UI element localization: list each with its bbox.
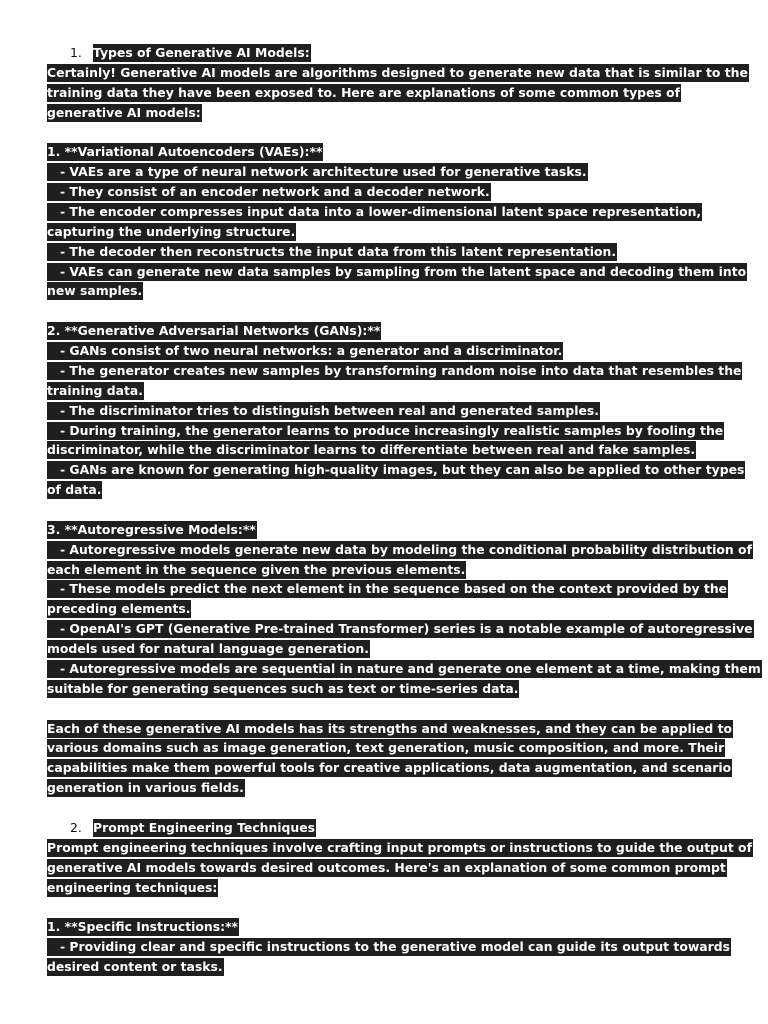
paragraph-line <box>47 719 733 739</box>
paragraph-line-text: Prompt engineering techniques involve crafting input prompts or instructions to guide the output of <box>47 839 752 855</box>
paragraph-line <box>47 103 202 123</box>
section-heading <box>93 818 316 838</box>
paragraph-line <box>47 838 753 858</box>
paragraph-line-text: Each of these generative AI models has its strengths and weaknesses, and they can be applied to <box>47 720 733 736</box>
paragraph-line <box>47 679 519 699</box>
paragraph-line <box>47 182 491 202</box>
paragraph-line <box>47 83 681 103</box>
paragraph-line <box>47 162 588 182</box>
section-number: 1. <box>70 45 82 60</box>
paragraph-line <box>47 858 727 878</box>
paragraph-line <box>47 361 742 381</box>
paragraph-line-text: - VAEs are a type of neural network architecture used for generative tasks. <box>47 164 587 180</box>
paragraph-line-text: suitable for generating sequences such as text or time-series data. <box>47 680 519 696</box>
paragraph-line-text: - The generator creates new samples by transforming random noise into data that resembles the <box>47 362 742 378</box>
paragraph-line-text: - Autoregressive models are sequential in nature and generate one element at a time, making them <box>47 660 761 676</box>
paragraph-line <box>47 957 224 977</box>
paragraph-line-text: desired content or tasks. <box>47 959 223 975</box>
paragraph-line <box>47 421 724 441</box>
paragraph-line <box>47 778 245 798</box>
paragraph-line-text: - These models predict the next element in the sequence based on the context provided by the <box>47 581 728 597</box>
section-number: 2. <box>70 819 82 835</box>
paragraph-line-text: 1. **Variational Autoencoders (VAEs):** <box>47 144 323 160</box>
paragraph-line-text: training data they have been exposed to. Here are explanations of some common types of <box>47 84 681 100</box>
paragraph-line-text: various domains such as image generation, text generation, music composition, and more. Their <box>47 740 725 756</box>
paragraph-line <box>47 341 563 361</box>
paragraph-line <box>47 540 753 560</box>
paragraph-line-text: new samples. <box>47 283 143 299</box>
paragraph-line-text: Certainly! Generative AI models are algorithms designed to generate new data that is similar to the <box>47 64 748 80</box>
paragraph-line-text: models used for natural language generation. <box>47 641 369 657</box>
paragraph-line <box>47 937 731 957</box>
paragraph-line-text: - Autoregressive models generate new data by modeling the conditional probability distribution of <box>47 541 752 557</box>
paragraph-line-text: - The discriminator tries to distinguish between real and generated samples. <box>47 402 599 418</box>
paragraph-line <box>47 381 144 401</box>
paragraph-line-text: - VAEs can generate new data samples by sampling from the latent space and decoding them into <box>47 263 747 279</box>
paragraph-line <box>47 222 296 242</box>
paragraph-line-text: capturing the underlying structure. <box>47 223 296 239</box>
paragraph-line <box>47 878 218 898</box>
paragraph-line <box>47 440 696 460</box>
paragraph-line <box>47 659 762 679</box>
paragraph-line <box>47 401 600 421</box>
paragraph-line <box>47 579 728 599</box>
paragraph-line <box>47 619 754 639</box>
paragraph-line <box>47 202 702 222</box>
paragraph-line <box>47 758 732 778</box>
paragraph-line-text: 3. **Autoregressive Models:** <box>47 521 256 537</box>
paragraph-line-text: - The decoder then reconstructs the input data from this latent representation. <box>47 243 617 259</box>
paragraph-line-text: training data. <box>47 382 143 398</box>
paragraph-line <box>47 460 745 480</box>
paragraph-line <box>47 63 749 83</box>
paragraph-line-text: - Providing clear and specific instructions to the generative model can guide its output towards <box>47 939 731 955</box>
paragraph-line <box>47 321 381 341</box>
paragraph-line <box>47 560 466 580</box>
paragraph-line-text: - The encoder compresses input data into a lower-dimensional latent space representation, <box>47 203 702 219</box>
paragraph-line-text: - They consist of an encoder network and a decoder network. <box>47 184 490 200</box>
paragraph-line <box>47 917 239 937</box>
paragraph-line <box>47 520 257 540</box>
paragraph-line <box>47 142 323 162</box>
section-heading-text: Prompt Engineering Techniques <box>93 819 316 835</box>
paragraph-line-text: generative AI models towards desired outcomes. Here's an explanation of some common prompt <box>47 859 726 875</box>
paragraph-line-text: 2. **Generative Adversarial Networks (GANs):** <box>47 323 381 339</box>
section-heading-text: Types of Generative AI Models: <box>93 45 310 60</box>
paragraph-line <box>47 242 617 262</box>
paragraph-line <box>47 639 370 659</box>
paragraph-line-text: - GANs consist of two neural networks: a generator and a discriminator. <box>47 343 563 359</box>
paragraph-line <box>47 262 747 282</box>
paragraph-line <box>47 281 143 301</box>
paragraph-line-text: discriminator, while the discriminator learns to differentiate between real and fake samples. <box>47 442 696 458</box>
paragraph-line-text: 1. **Specific Instructions:** <box>47 919 239 935</box>
paragraph-line <box>47 480 102 500</box>
paragraph-line-text: preceding elements. <box>47 601 191 617</box>
section-heading <box>93 43 311 63</box>
paragraph-line-text: capabilities make them powerful tools for creative applications, data augmentation, and scenario <box>47 760 732 776</box>
paragraph-line-text: generative AI models: <box>47 104 201 120</box>
paragraph-line-text: each element in the sequence given the previous elements. <box>47 561 466 577</box>
paragraph-line-text: - GANs are known for generating high-quality images, but they can also be applied to other types <box>47 462 745 478</box>
paragraph-line <box>47 599 191 619</box>
paragraph-line-text: - OpenAI's GPT (Generative Pre-trained Transformer) series is a notable example of autoregressive <box>47 621 753 637</box>
paragraph-line-text: generation in various fields. <box>47 780 244 796</box>
paragraph-line-text: - During training, the generator learns to produce increasingly realistic samples by fooling the <box>47 422 724 438</box>
paragraph-line <box>47 738 725 758</box>
paragraph-line-text: engineering techniques: <box>47 879 218 895</box>
paragraph-line-text: of data. <box>47 482 102 498</box>
